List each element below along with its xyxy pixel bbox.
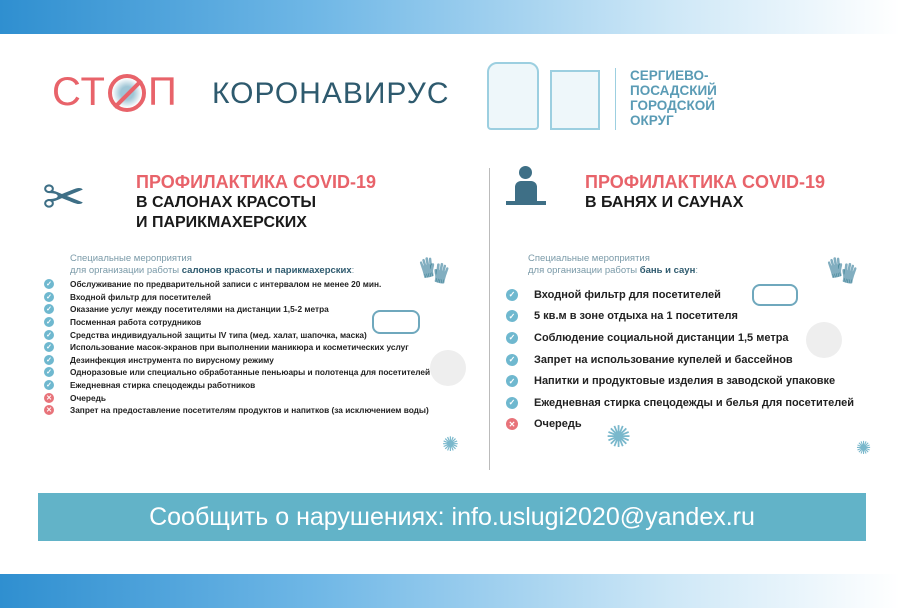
list-item-text: 5 кв.м в зоне отдыха на 1 посетителя [534, 310, 738, 323]
list-item-text: Оказание услуг между посетителями на дистанции 1,5-2 метра [70, 304, 329, 315]
left-title-red: ПРОФИЛАКТИКА COVID-19 [136, 172, 377, 192]
list-item-text: Очередь [534, 418, 582, 431]
left-measures-list [44, 278, 430, 417]
list-item-text: Напитки и продуктовые изделия в заводской упаковке [534, 375, 836, 388]
intro-prefix: для организации работы [528, 265, 640, 276]
coronavirus-title: КОРОНАВИРУС [212, 77, 450, 110]
check-icon: ✓ [506, 332, 518, 344]
cross-icon: ✕ [44, 405, 54, 415]
right-title-line1: В БАНЯХ И САУНАХ [585, 194, 744, 211]
mask-icon [372, 310, 420, 334]
list-item [44, 328, 430, 341]
intro-line: Специальные мероприятия [528, 253, 650, 264]
check-icon: ✓ [506, 289, 518, 301]
cross-icon: ✕ [506, 418, 518, 430]
bottom-gradient-band [0, 574, 900, 608]
virus-icon: ✺ [442, 434, 459, 456]
list-item [44, 404, 430, 417]
social-distance-icon [806, 322, 842, 358]
check-icon: ✓ [44, 342, 54, 352]
list-item-text: Входной фильтр для посетителей [70, 291, 211, 302]
list-item-text: Средства индивидуальной защиты IV типа (мед. халат, шапочка, маска) [70, 329, 367, 340]
virus-icon: ✺ [606, 421, 632, 454]
district-line: СЕРГИЕВО- [630, 68, 709, 83]
list-item [44, 341, 430, 354]
left-intro: Специальные мероприятия для организации работы салонов красоты и парикмахерских: [70, 253, 355, 276]
list-item [44, 379, 430, 392]
stop-text-left: СТ [52, 70, 106, 114]
section-divider [489, 168, 490, 470]
check-icon: ✓ [44, 380, 54, 390]
right-measures-list [506, 284, 854, 435]
list-item [506, 414, 854, 436]
intro-line: Специальные мероприятия [70, 253, 192, 264]
list-item [44, 391, 430, 404]
scissors-comb-icon: ✂ [42, 169, 86, 227]
list-item-text: Использование масок-экранов при выполнении маникюра и косметических услуг [70, 342, 409, 353]
check-icon: ✓ [44, 292, 54, 302]
left-heading [136, 172, 376, 233]
intro-bold: бань и саун [639, 265, 696, 276]
report-email-text[interactable]: Сообщить о нарушениях: info.uslugi2020@yandex.ru [149, 502, 755, 531]
gloves-icon: 🧤 [418, 255, 451, 285]
stop-text-right: П [148, 70, 178, 114]
check-icon: ✓ [44, 330, 54, 340]
cross-icon: ✕ [44, 393, 54, 403]
sergiev-posad-crest-icon [550, 70, 600, 130]
left-title-line1: В САЛОНАХ КРАСОТЫ [136, 194, 317, 211]
list-item-text: Посменная работа сотрудников [70, 317, 202, 328]
list-item [506, 306, 854, 328]
check-icon: ✓ [44, 317, 54, 327]
list-item-text: Соблюдение социальной дистанции 1,5 метра [534, 331, 789, 344]
list-item [506, 392, 854, 414]
stop-logo [52, 70, 178, 115]
moscow-region-crest-icon [487, 62, 539, 130]
check-icon: ✓ [506, 375, 518, 387]
social-distance-icon [430, 350, 466, 386]
check-icon: ✓ [44, 279, 54, 289]
list-item-text: Ежедневная стирка спецодежды и белья для посетителей [534, 396, 855, 409]
district-line: ГОРОДСКОЙ [630, 98, 715, 113]
intro-prefix: для организации работы [70, 265, 182, 276]
check-icon: ✓ [44, 355, 54, 365]
district-line: ПОСАДСКИЙ [630, 83, 717, 98]
left-title-line2: И ПАРИКМАХЕРСКИХ [136, 214, 307, 231]
check-icon: ✓ [44, 304, 54, 314]
top-gradient-band [0, 0, 900, 34]
list-item [506, 284, 854, 306]
list-item-text: Одноразовые или специально обработанные пеньюары и полотенца для посетителей [70, 367, 431, 378]
list-item [506, 327, 854, 349]
intro-bold: салонов красоты и парикмахерских [181, 265, 352, 276]
right-title-red: ПРОФИЛАКТИКА COVID-19 [585, 172, 826, 192]
check-icon: ✓ [506, 310, 518, 322]
list-item [44, 291, 430, 304]
list-item-text: Запрет на использование купелей и бассейнов [534, 353, 793, 366]
list-item [506, 370, 854, 392]
virus-icon: ✺ [856, 438, 872, 458]
list-item-text: Очередь [70, 392, 106, 403]
stop-virus-icon [108, 74, 146, 112]
list-item-text: Ежедневная стирка спецодежды работников [70, 380, 256, 391]
district-line: ОКРУГ [630, 113, 674, 128]
right-intro: Специальные мероприятия для организации работы бань и саун: [528, 253, 698, 276]
check-icon: ✓ [506, 397, 518, 409]
report-violations-banner [38, 493, 866, 541]
mask-icon [752, 284, 798, 306]
divider [615, 68, 616, 130]
list-item-text: Обслуживание по предварительной записи с интервалом не менее 20 мин. [70, 279, 382, 290]
gloves-icon: 🧤 [826, 255, 859, 285]
list-item-text: Входной фильтр для посетителей [534, 288, 721, 301]
district-name [630, 68, 717, 128]
list-item [506, 349, 854, 371]
list-item-text: Дезинфекция инструмента по вирусному режиму [70, 354, 274, 365]
list-item [44, 354, 430, 367]
list-item [44, 278, 430, 291]
check-icon: ✓ [506, 354, 518, 366]
list-item-text: Запрет на предоставление посетителям продуктов и напитков (за исключением воды) [70, 405, 429, 416]
list-item [44, 366, 430, 379]
sauna-person-icon [506, 166, 546, 220]
right-heading [585, 172, 825, 213]
check-icon: ✓ [44, 367, 54, 377]
